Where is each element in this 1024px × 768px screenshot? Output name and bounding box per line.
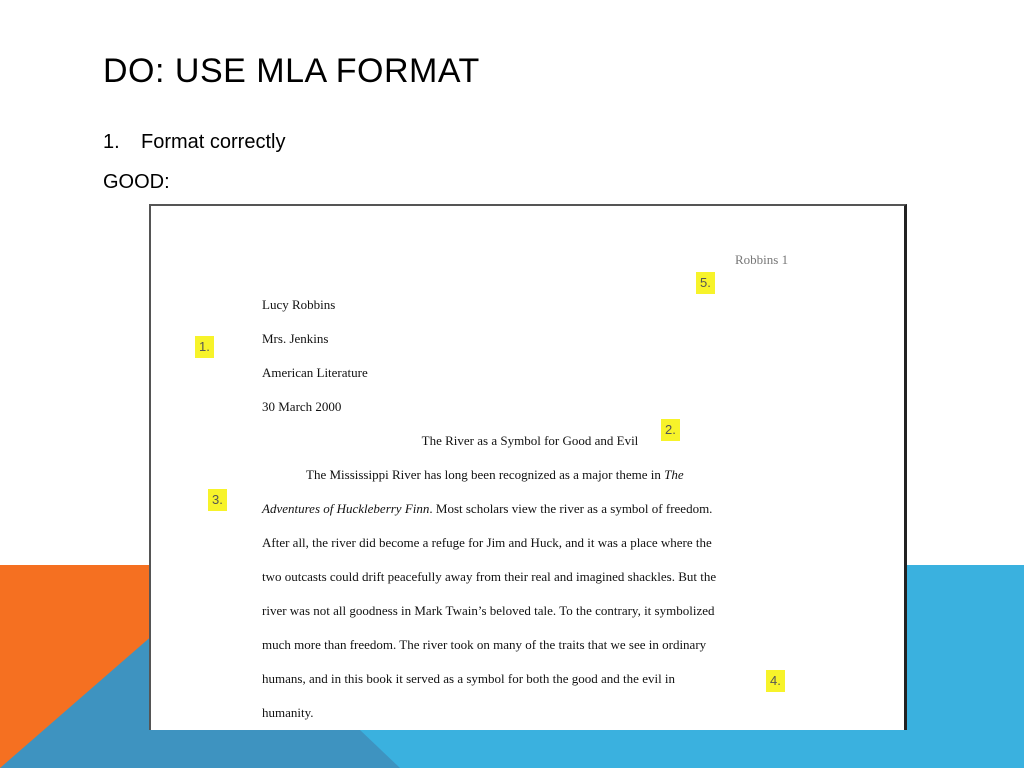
paper-title: The River as a Symbol for Good and Evil (421, 433, 639, 448)
body-line-2 (262, 501, 712, 517)
body-line-4: two outcasts could drift peacefully away from their real and imagined shackles. But the (262, 569, 717, 584)
marker-5: 5. (696, 272, 715, 294)
slide-title: DO: USE MLA FORMAT (103, 52, 480, 90)
good-label: GOOD: (103, 171, 170, 193)
decorative-dark-blue-strip (150, 730, 400, 768)
heading-course: American Literature (262, 365, 368, 380)
page-header: Robbins 1 (735, 252, 789, 267)
body-line-2-italic: Adventures of Huckleberry Finn (262, 501, 430, 516)
body-line-1 (306, 467, 684, 483)
body-line-1-italic: The (664, 467, 684, 482)
heading-student-name: Lucy Robbins (262, 297, 336, 312)
list-item-text: Format correctly (141, 131, 286, 153)
heading-date: 30 March 2000 (262, 399, 342, 414)
body-line-1-text: The Mississippi River has long been recognized as a major theme in (306, 467, 665, 482)
marker-1: 1. (195, 336, 214, 358)
body-line-6: much more than freedom. The river took on many of the traits that we see in ordinary (262, 637, 707, 652)
body-line-2-text: . Most scholars view the river as a symbol of freedom. (429, 501, 713, 516)
body-line-8: humanity. (262, 705, 314, 720)
marker-3: 3. (208, 489, 227, 511)
body-line-5: river was not all goodness in Mark Twain’s beloved tale. To the contrary, it symbolized (262, 603, 715, 618)
body-line-3: After all, the river did become a refuge for Jim and Huck, and it was a place where the (262, 535, 712, 550)
marker-4: 4. (766, 670, 785, 692)
marker-2: 2. (661, 419, 680, 441)
list-item-format (103, 131, 285, 154)
list-number: 1. (103, 131, 120, 153)
heading-instructor: Mrs. Jenkins (262, 331, 329, 346)
body-line-7: humans, and in this book it served as a symbol for both the good and the evil in (262, 671, 676, 686)
mla-document-example (149, 204, 907, 730)
